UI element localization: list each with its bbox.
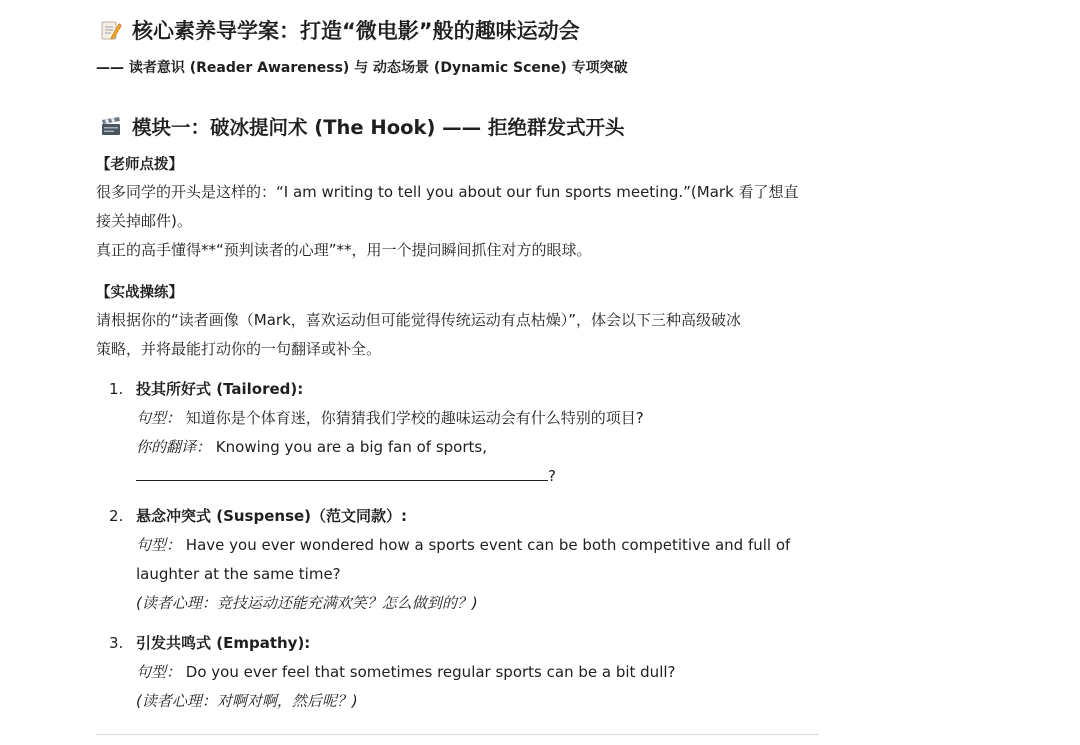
pattern-text: 知道你是个体育迷，你猜猜我们学校的趣味运动会有什么特别的项目? [185,409,644,427]
list-item-body [136,375,816,491]
list-number: 1. [109,380,124,398]
pattern-label: 句型： [136,663,182,681]
item-title: 投其所好式 (Tailored): [136,380,304,398]
item-translate [136,433,816,462]
module1-heading-text: 模块一：破冰提问术 (The Hook) —— 拒绝群发式开头 [132,116,625,139]
memo-icon [100,19,122,41]
teacher-line: 接关掉邮件)。 [96,212,192,230]
practice-label: 【实战操练】 [96,285,183,301]
pattern-label: 句型： [136,536,182,554]
doc-title-text: 核心素养导学案：打造“微电影”般的趣味运动会 [132,19,580,43]
reader-mind: (读者心理：竞技运动还能充满欢笑？怎么做到的？) [136,594,478,612]
teacher-label: 【老师点拨】 [96,157,183,173]
pattern-text: Have you ever wondered how a sports event can be both competitive and full of [185,536,791,554]
doc-subtitle: —— 读者意识 (Reader Awareness) 与 动态场景 (Dynamic Scene) 专项突破 [96,60,628,76]
doc-title [100,14,580,46]
item-pattern [136,531,816,560]
reader-mind: (读者心理：对啊对啊，然后呢？) [136,692,358,710]
teacher-paragraph [96,178,826,265]
practice-paragraph [96,306,826,364]
translate-text: Knowing you are a big fan of sports, [215,438,487,456]
practice-line: 策略，并将最能打动你的一句翻译或补全。 [96,340,382,358]
list-item-body [136,502,816,618]
item-pattern [136,404,816,433]
item-pattern-cont: laughter at the same time? [136,565,341,583]
answer-blank[interactable] [136,462,548,481]
item-pattern [136,658,816,687]
divider [96,734,819,735]
pattern-label: 句型： [136,409,182,427]
practice-line: 请根据你的“读者画像（Mark，喜欢运动但可能觉得传统运动有点枯燥）”，体会以下三种高级破冰 [96,311,742,329]
answer-blank-line [136,462,816,491]
item-title: 悬念冲突式 (Suspense)（范文同款）: [136,507,408,525]
list-item-body [136,629,816,716]
list-number: 3. [109,634,124,652]
pattern-text: Do you ever feel that sometimes regular sports can be a bit dull? [185,663,676,681]
translate-label: 你的翻译： [136,438,212,456]
clapper-board-icon [100,115,122,137]
teacher-line: 真正的高手懂得**“预判读者的心理”**，用一个提问瞬间抓住对方的眼球。 [96,241,592,259]
blank-end: ? [548,467,556,485]
list-number: 2. [109,507,124,525]
item-title: 引发共鸣式 (Empathy): [136,634,311,652]
module1-heading [100,111,624,141]
teacher-line: 很多同学的开头是这样的：“I am writing to tell you about our fun sports meeting.”(Mark 看了想直 [96,183,799,201]
